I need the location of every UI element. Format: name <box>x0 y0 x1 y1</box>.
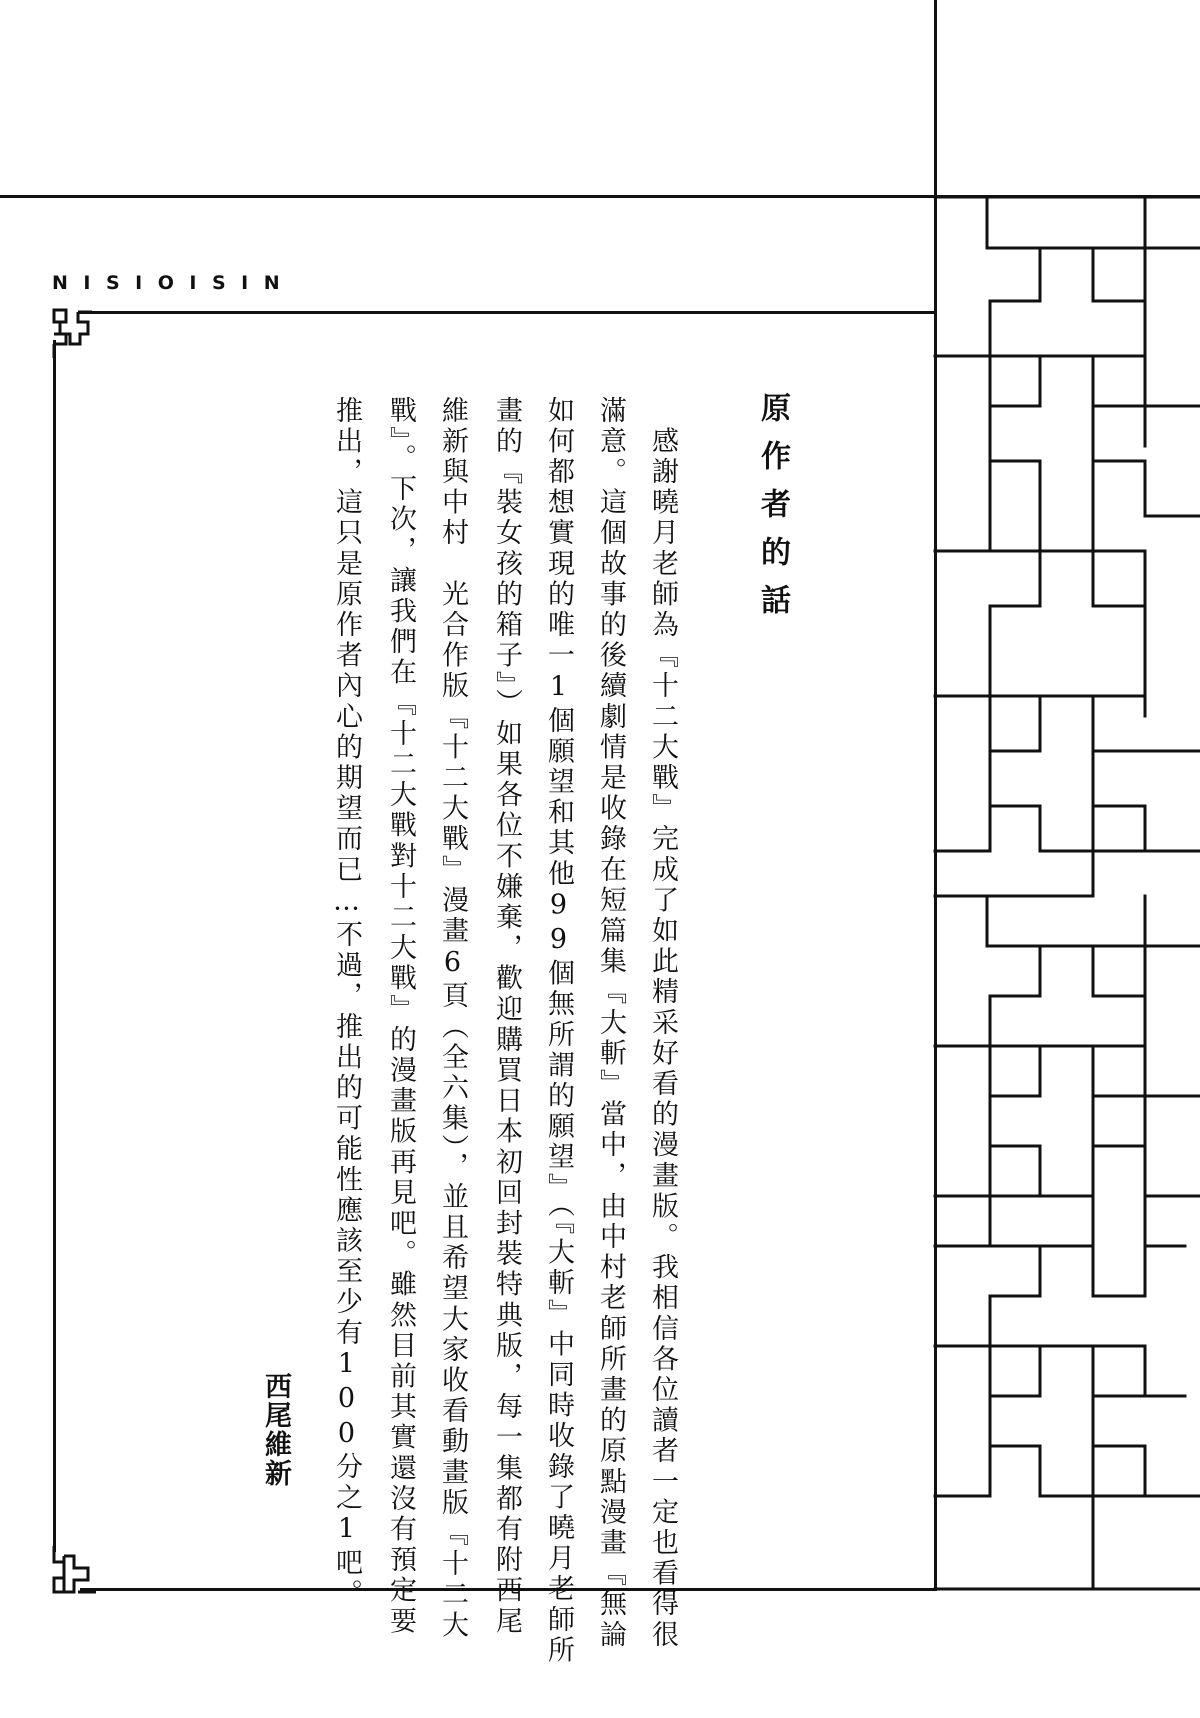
body-column-2: 滿意。這個故事的後續劇情是收錄在短篇集『大斬』當中，由中村老師所畫的原點漫畫『無論 <box>595 396 626 1651</box>
knot-ornament-top-left-icon <box>52 308 92 358</box>
knot-ornament-bottom-left-icon <box>52 1546 96 1596</box>
author-brand-header: NISIOISIN <box>52 272 296 294</box>
body-column-3: 如何都想實現的唯一1個願望和其他99個無所謂的願望』（『大斬』中同時收錄了曉月老師所 <box>543 396 574 1667</box>
page-title: 原作者的話 <box>755 392 790 632</box>
author-signature: 西尾維新 <box>260 1372 291 1488</box>
body-column-4: 畫的『裝女孩的箱子』）如果各位不嫌棄，歡迎購買日本初回封裝特典版，每一集都有附西尾 <box>491 396 522 1638</box>
body-column-6: 戰』。下次，讓我們在『十二大戰對十二大戰』的漫畫版再見吧。雖然目前其實還沒有預定要 <box>385 396 416 1638</box>
body-column-1: 感謝曉月老師為『十二大戰』完成了如此精采好看的漫畫版。我相信各位讀者一定也看得很 <box>647 396 678 1651</box>
frame-left-line <box>53 340 56 1552</box>
body-column-7: 推出，這只是原作者內心的期望而已…不過，推出的可能性應該至少有100分之1吧。 <box>331 396 362 1610</box>
frame-top-line <box>78 311 936 314</box>
body-column-5: 維新與中村 光合作版『十二大戰』漫畫6頁（全六集），並且希望大家收看動畫版『十二大 <box>437 396 468 1642</box>
lattice-pattern-icon <box>935 196 1200 1596</box>
